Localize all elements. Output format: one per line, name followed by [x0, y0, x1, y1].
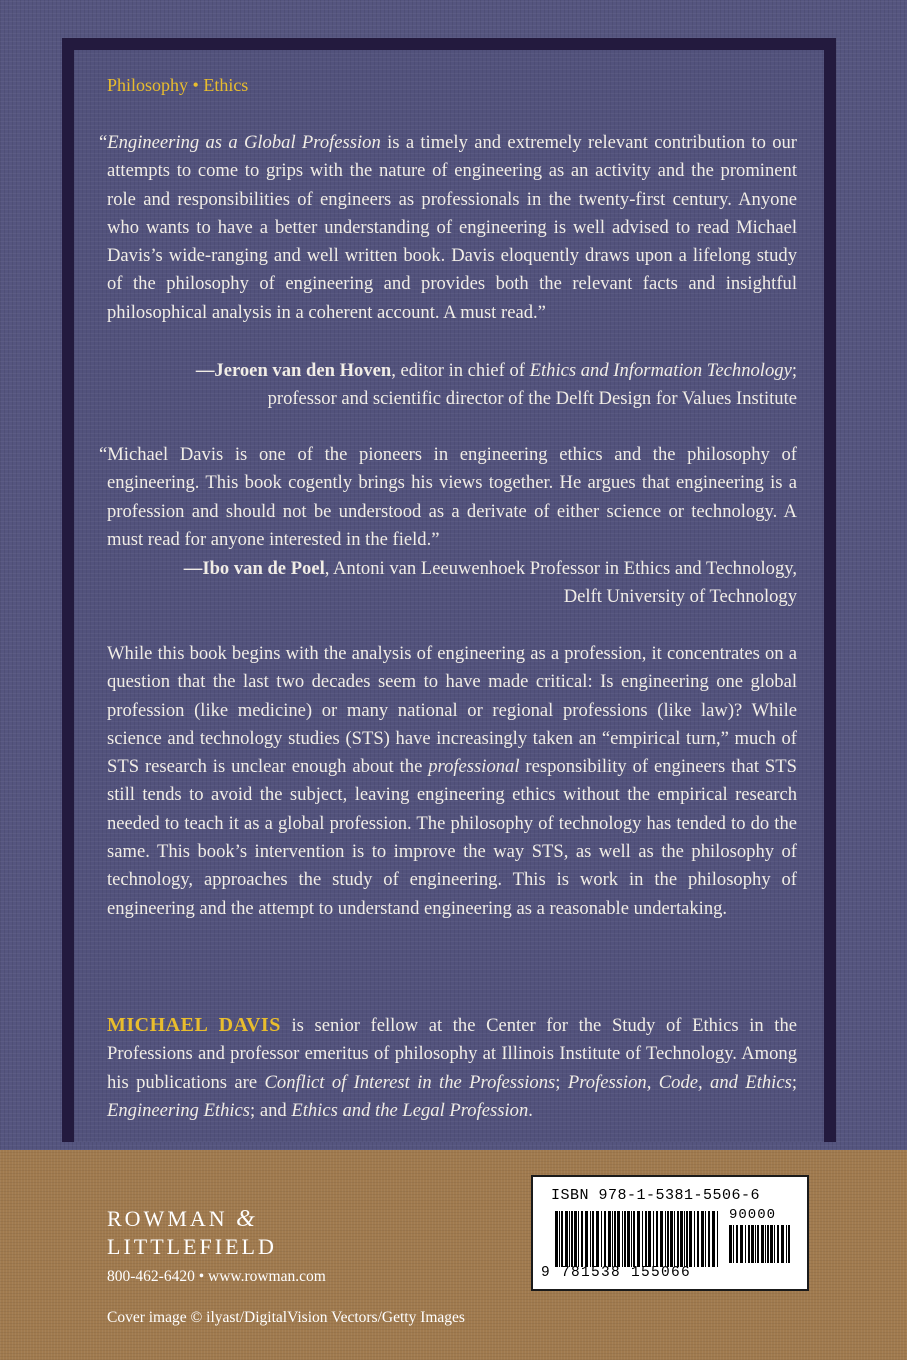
bio-sep-1: ;	[555, 1071, 568, 1093]
blurb-2-attribution	[107, 555, 797, 612]
bio-sep-3: ; and	[250, 1099, 292, 1121]
blurb-1-role: , editor in chief of	[391, 360, 530, 381]
blurb-2-role: , Antoni van Leeuwenhoek Professor in Ethics and Technology,	[324, 558, 797, 579]
blurb-2-author: —Ibo van de Poel	[183, 558, 325, 579]
blurb-2-role-2: Delft University of Technology	[563, 586, 797, 608]
ean-digits: 9 781538 155066	[541, 1265, 692, 1281]
description-part-1: While this book begins with the analysis of engineering as a profession, it concentrates on a question that the last two decades seem to have made critical: Is engineering one global profession (like medicine) or many national or regional professions (like law)? While science and technology studies (STS) have increasingly taken an “empirical turn,” much of STS research is unclear enough about the	[107, 643, 797, 778]
blurb-2-quote: “Michael Davis is one of the pioneers in engineering ethics and the philosophy of engineering. This book cogently brings his views together. He argues that engineering is a profession and should not be understood as a derivate of either science or technology. A must read for anyone interested in the field.”	[99, 444, 797, 550]
price-code: 90000	[729, 1207, 777, 1223]
bio-sep-2: ;	[791, 1071, 797, 1093]
bio-text: is senior fellow at the Center for the Study of Ethics in the Professions and professor emeritus of philosophy at Illinois Institute of Technology. Among his publications are	[107, 1015, 798, 1093]
blurb-1-role-2: professor and scientific director of the Delft Design for Values Institute	[267, 388, 797, 410]
author-name: MICHAEL DAVIS	[107, 1014, 281, 1036]
bio-book-1: Conflict of Interest in the Professions	[264, 1071, 556, 1093]
bio-book-3: Engineering Ethics	[107, 1099, 251, 1121]
description-part-2: responsibility of engineers that STS still tends to avoid the subject, leaving engineering ethics without the empirical research needed to teach it as a global profession. The philosophy of technology has tended to do the same. This book’s intervention is to improve the way STS, as well as the philosophy of technology, approaches the study of engineering. This is work in the philosophy of engineering and the attempt to understand engineering as a reasonable undertaking.	[107, 756, 797, 919]
blurb-1-author: —Jeroen van den Hoven	[195, 360, 392, 381]
category-label: Philosophy • Ethics	[107, 75, 249, 95]
publisher-contact: 800-462-6420 • www.rowman.com	[107, 1268, 326, 1285]
blurb-1-attribution	[107, 357, 797, 414]
barcode-bars-icon	[555, 1211, 721, 1267]
publisher-line-1: ROWMAN	[107, 1206, 228, 1231]
bio-end: .	[528, 1099, 533, 1121]
blurb-1-quote	[99, 129, 797, 327]
bio-book-4: Ethics and the Legal Profession	[291, 1099, 529, 1121]
bio-book-2: Profession, Code, and Ethics	[567, 1071, 792, 1093]
description-emphasis: professional	[428, 756, 520, 778]
blurb-1-semicolon: ;	[791, 360, 797, 381]
author-bio	[107, 1011, 797, 1125]
price-barcode-bars-icon	[729, 1225, 791, 1263]
isbn-label: ISBN 978-1-5381-5506-6	[551, 1187, 761, 1204]
publisher-line-2: LITTLEFIELD	[107, 1234, 277, 1259]
blurb-1-text: is a timely and extremely relevant contribution to our attempts to come to grips with the nature of engineering as an activity and the prominent role and responsibilities of engineers as professionals in the twenty-first century. Anyone who wants to have a better understanding of engineering is well advised to read Michael Davis’s wide-ranging and well written book. Davis eloquently draws upon a lifelong study of the philosophy of engineering and provides both the relevant facts and insightful philosophical analysis in a coherent account. A must read.”	[107, 132, 797, 323]
publisher-ampersand: &	[236, 1206, 255, 1232]
book-description	[107, 640, 797, 923]
open-quote: “	[99, 132, 108, 153]
cover-credit: Cover image © ilyast/DigitalVision Vectors/Getty Images	[107, 1309, 465, 1326]
blurb-1-journal: Ethics and Information Technology	[529, 360, 792, 381]
publisher-logo	[107, 1205, 277, 1261]
book-title: Engineering as a Global Profession	[107, 132, 381, 153]
isbn-barcode	[531, 1175, 809, 1291]
